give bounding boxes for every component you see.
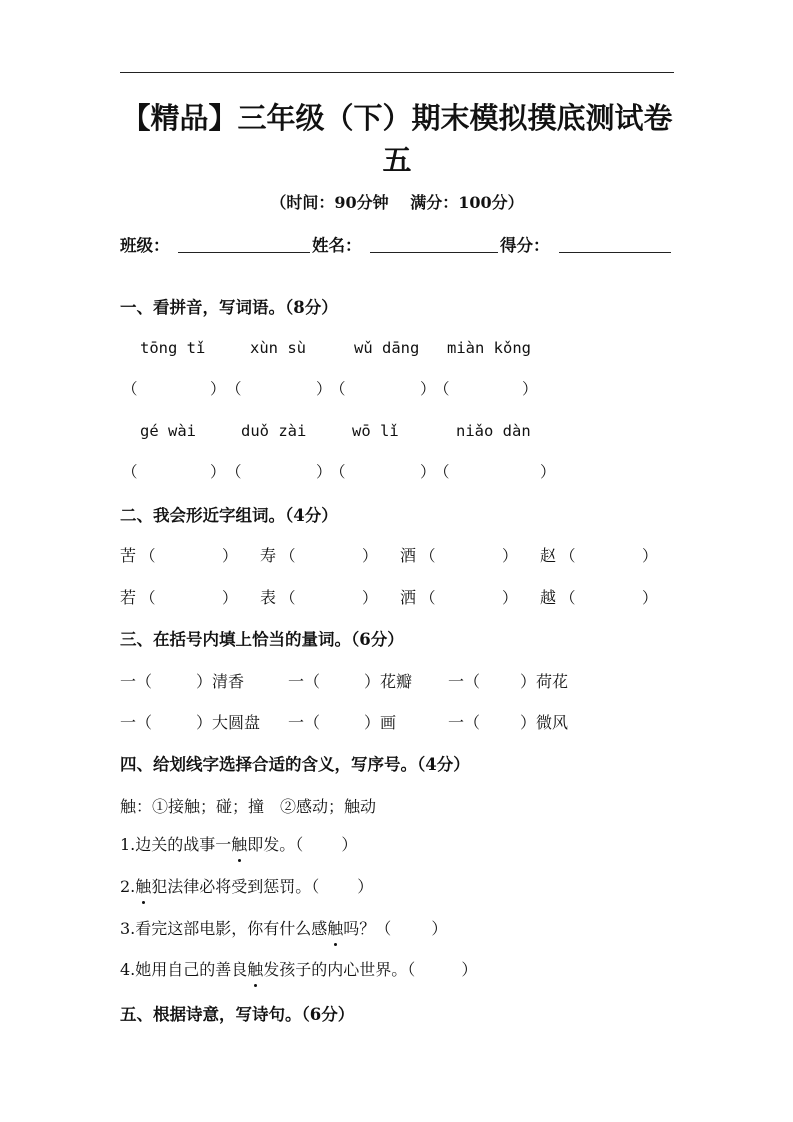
pinyin-item: miàn kǒng: [447, 339, 531, 357]
question-2: [120, 874, 373, 897]
char-item: 越: [540, 588, 557, 607]
char-item: 酒: [400, 546, 417, 565]
answer-open: （: [420, 589, 436, 607]
top-rule: [120, 72, 674, 73]
answer-open: （: [560, 589, 576, 607]
answer-close: ）: [316, 463, 332, 481]
answer-close: ）: [502, 589, 518, 607]
answer-close: ）: [222, 589, 238, 607]
measure-post: ）花瓣: [364, 672, 413, 691]
answer-open: （: [226, 380, 242, 398]
answer-close: ）: [420, 380, 436, 398]
section2-heading: 二、我会形近字组词。（4分）: [120, 506, 338, 525]
class-label: 班级：: [120, 236, 170, 255]
answer-open: （: [280, 547, 296, 565]
answer-open: （: [330, 380, 346, 398]
answer-close: ）: [341, 835, 358, 854]
pinyin-item: wō lǐ: [352, 422, 399, 440]
measure-post: ）画: [364, 713, 397, 732]
measure-pre: 一（: [120, 713, 153, 732]
answer-close: ）: [210, 380, 226, 398]
answer-close: ）: [642, 589, 658, 607]
measure-pre: 一（: [448, 672, 481, 691]
marked-char: 触: [247, 957, 263, 980]
name-blank[interactable]: [370, 252, 498, 253]
section5-heading: 五、根据诗意，写诗句。（6分）: [120, 1005, 355, 1024]
answer-close: ）: [357, 877, 374, 896]
exam-meta: （时间：90分钟 满分：100分）: [270, 193, 524, 212]
answer-open: （: [140, 589, 156, 607]
score-blank[interactable]: [559, 252, 671, 253]
answer-open: （: [280, 589, 296, 607]
answer-close: ）: [316, 380, 332, 398]
answer-close: ）: [210, 463, 226, 481]
answer-close: ）: [420, 463, 436, 481]
char-item: 洒: [400, 588, 417, 607]
marked-char: 触: [231, 832, 247, 855]
page-title-line2: 五: [382, 143, 412, 177]
answer-open: （: [330, 463, 346, 481]
char-item: 表: [260, 588, 277, 607]
section1-heading: 一、看拼音，写词语。（8分）: [120, 298, 338, 317]
char-item: 若: [120, 588, 137, 607]
char-item: 苦: [120, 546, 137, 565]
section4-heading: 四、给划线字选择合适的含义，写序号。（4分）: [120, 755, 470, 774]
answer-open: （: [560, 547, 576, 565]
measure-pre: 一（: [120, 672, 153, 691]
question-text: 2.: [120, 877, 136, 896]
score-label: 得分：: [500, 236, 550, 255]
answer-close: ）: [540, 463, 556, 481]
measure-post: ）大圆盘: [196, 713, 261, 732]
pinyin-item: wǔ dāng: [354, 339, 420, 357]
question-1: [120, 832, 357, 855]
marked-char: 触: [327, 916, 343, 939]
measure-post: ）荷花: [520, 672, 569, 691]
question-text: 4.她用自己的善良: [120, 960, 248, 979]
answer-close: ）: [431, 919, 448, 938]
pinyin-item: tōng tǐ: [140, 339, 206, 357]
answer-open: （: [434, 380, 450, 398]
section3-heading: 三、在括号内填上恰当的量词。（6分）: [120, 630, 404, 649]
answer-close: ）: [362, 547, 378, 565]
question-3: [120, 916, 447, 939]
answer-open: （: [122, 380, 138, 398]
answer-open: （: [140, 547, 156, 565]
question-text: 犯法律必将受到惩罚。（: [151, 877, 320, 896]
answer-close: ）: [461, 960, 478, 979]
page-title: 【精品】三年级（下）期末模拟摸底测试卷: [121, 101, 673, 135]
answer-open: （: [434, 463, 450, 481]
answer-open: （: [226, 463, 242, 481]
answer-close: ）: [502, 547, 518, 565]
pinyin-item: niǎo dàn: [456, 422, 531, 440]
char-item: 赵: [540, 546, 557, 565]
question-text: 即发。（: [247, 835, 304, 854]
char-item: 寿: [260, 546, 277, 565]
pinyin-item: duǒ zài: [241, 422, 307, 440]
answer-open: （: [122, 463, 138, 481]
question-text: 发孩子的内心世界。（: [263, 960, 416, 979]
measure-pre: 一（: [288, 672, 321, 691]
measure-post: ）微风: [520, 713, 569, 732]
name-label: 姓名：: [312, 236, 362, 255]
pinyin-item: gé wài: [140, 422, 196, 440]
definition-line: 触：①接触；碰；撞 ②感动；触动: [120, 797, 377, 816]
question-text: 吗？（: [343, 919, 392, 938]
question-text: 1.边关的战事一: [120, 835, 232, 854]
answer-close: ）: [642, 547, 658, 565]
question-4: [120, 957, 477, 980]
class-blank[interactable]: [178, 252, 310, 253]
measure-post: ）清香: [196, 672, 245, 691]
answer-close: ）: [522, 380, 538, 398]
pinyin-item: xùn sù: [250, 339, 306, 357]
answer-open: （: [420, 547, 436, 565]
measure-pre: 一（: [288, 713, 321, 732]
answer-close: ）: [222, 547, 238, 565]
question-text: 3.看完这部电影，你有什么感: [120, 919, 328, 938]
marked-char: 触: [135, 874, 151, 897]
measure-pre: 一（: [448, 713, 481, 732]
answer-close: ）: [362, 589, 378, 607]
